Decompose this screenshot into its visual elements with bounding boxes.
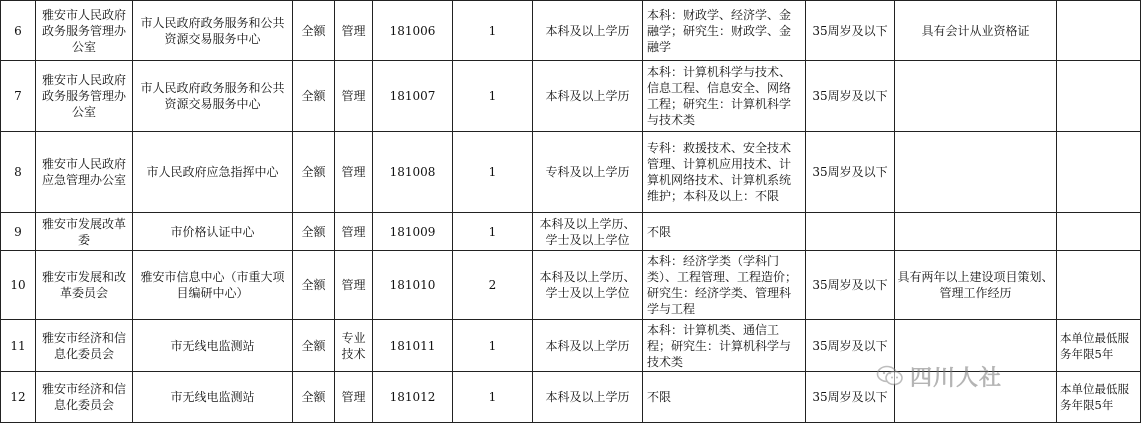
cell-major: 本科：计算机科学与技术、信息工程、信息安全、网络工程；研究生：计算机科学与技术类 bbox=[643, 61, 806, 132]
cell-post: 专业技术 bbox=[335, 320, 373, 372]
cell-unit: 市人民政府政务服务和公共资源交易服务中心 bbox=[133, 1, 293, 61]
cell-code: 181006 bbox=[373, 1, 453, 61]
cell-req bbox=[895, 132, 1057, 213]
cell-post: 管理 bbox=[335, 213, 373, 251]
cell-req bbox=[895, 213, 1057, 251]
cell-code: 181010 bbox=[373, 251, 453, 320]
table-row bbox=[1, 1, 1141, 61]
cell-num: 1 bbox=[453, 372, 533, 423]
cell-code: 181009 bbox=[373, 213, 453, 251]
cell-note bbox=[1057, 61, 1141, 132]
cell-note bbox=[1057, 132, 1141, 213]
cell-dept: 雅安市人民政府应急管理办公室 bbox=[36, 132, 133, 213]
cell-edu: 本科及以上学历 bbox=[533, 61, 643, 132]
cell-age: 35周岁及以下 bbox=[806, 372, 895, 423]
cell-major: 本科：财政学、经济学、金融学；研究生：财政学、金融学 bbox=[643, 1, 806, 61]
cell-edu: 本科及以上学历 bbox=[533, 372, 643, 423]
cell-type: 全额 bbox=[293, 320, 335, 372]
cell-type: 全额 bbox=[293, 213, 335, 251]
cell-age bbox=[806, 213, 895, 251]
cell-major: 本科：经济学类（学科门类）、工程管理、工程造价；研究生：经济学类、管理科学与工程 bbox=[643, 251, 806, 320]
cell-dept: 雅安市发展和改革委员会 bbox=[36, 251, 133, 320]
cell-type: 全额 bbox=[293, 61, 335, 132]
cell-req bbox=[895, 61, 1057, 132]
cell-post: 管理 bbox=[335, 1, 373, 61]
cell-major: 本科：计算机类、通信工程；研究生：计算机科学与技术类 bbox=[643, 320, 806, 372]
cell-post: 管理 bbox=[335, 372, 373, 423]
cell-dept: 雅安市经济和信息化委员会 bbox=[36, 372, 133, 423]
cell-edu: 本科及以上学历 bbox=[533, 1, 643, 61]
cell-dept: 雅安市人民政府政务服务管理办公室 bbox=[36, 1, 133, 61]
table-row bbox=[1, 251, 1141, 320]
cell-major: 不限 bbox=[643, 372, 806, 423]
cell-req: 具有会计从业资格证 bbox=[895, 1, 1057, 61]
cell-note bbox=[1057, 1, 1141, 61]
cell-num: 2 bbox=[453, 251, 533, 320]
cell-no: 6 bbox=[1, 1, 36, 61]
cell-dept: 雅安市人民政府政务服务管理办公室 bbox=[36, 61, 133, 132]
cell-num: 1 bbox=[453, 132, 533, 213]
cell-dept: 雅安市经济和信息化委员会 bbox=[36, 320, 133, 372]
cell-major: 不限 bbox=[643, 213, 806, 251]
cell-no: 7 bbox=[1, 61, 36, 132]
cell-type: 全额 bbox=[293, 1, 335, 61]
wechat-icon bbox=[876, 365, 904, 387]
cell-major: 专科：救援技术、安全技术管理、计算机应用技术、计算机网络技术、计算机系统维护；本科及以上：不限 bbox=[643, 132, 806, 213]
watermark-text: 四川人社 bbox=[910, 365, 1003, 391]
cell-age: 35周岁及以下 bbox=[806, 320, 895, 372]
cell-code: 181012 bbox=[373, 372, 453, 423]
cell-type: 全额 bbox=[293, 251, 335, 320]
table-row bbox=[1, 213, 1141, 251]
cell-note: 本单位最低服务年限5年 bbox=[1057, 372, 1141, 423]
cell-num: 1 bbox=[453, 1, 533, 61]
cell-age: 35周岁及以下 bbox=[806, 61, 895, 132]
cell-unit: 雅安市信息中心（市重大项目编研中心） bbox=[133, 251, 293, 320]
cell-note bbox=[1057, 251, 1141, 320]
cell-edu: 本科及以上学历 bbox=[533, 320, 643, 372]
cell-no: 12 bbox=[1, 372, 36, 423]
cell-code: 181007 bbox=[373, 61, 453, 132]
cell-no: 8 bbox=[1, 132, 36, 213]
watermark bbox=[876, 360, 1066, 392]
table-row bbox=[1, 61, 1141, 132]
cell-unit: 市价格认证中心 bbox=[133, 213, 293, 251]
cell-note bbox=[1057, 213, 1141, 251]
cell-num: 1 bbox=[453, 320, 533, 372]
cell-edu: 本科及以上学历、学士及以上学位 bbox=[533, 213, 643, 251]
cell-age: 35周岁及以下 bbox=[806, 251, 895, 320]
cell-edu: 专科及以上学历 bbox=[533, 132, 643, 213]
cell-num: 1 bbox=[453, 213, 533, 251]
cell-unit: 市无线电监测站 bbox=[133, 372, 293, 423]
cell-no: 10 bbox=[1, 251, 36, 320]
cell-type: 全额 bbox=[293, 132, 335, 213]
cell-code: 181008 bbox=[373, 132, 453, 213]
cell-dept: 雅安市发展改革委 bbox=[36, 213, 133, 251]
cell-age: 35周岁及以下 bbox=[806, 132, 895, 213]
cell-unit: 市人民政府应急指挥中心 bbox=[133, 132, 293, 213]
cell-post: 管理 bbox=[335, 132, 373, 213]
cell-num: 1 bbox=[453, 61, 533, 132]
cell-req: 具有两年以上建设项目策划、管理工作经历 bbox=[895, 251, 1057, 320]
cell-edu: 本科及以上学历、学士及以上学位 bbox=[533, 251, 643, 320]
cell-unit: 市无线电监测站 bbox=[133, 320, 293, 372]
cell-unit: 市人民政府政务服务和公共资源交易服务中心 bbox=[133, 61, 293, 132]
cell-post: 管理 bbox=[335, 251, 373, 320]
cell-post: 管理 bbox=[335, 61, 373, 132]
cell-type: 全额 bbox=[293, 372, 335, 423]
table-row bbox=[1, 132, 1141, 213]
cell-code: 181011 bbox=[373, 320, 453, 372]
cell-note: 本单位最低服务年限5年 bbox=[1057, 320, 1141, 372]
cell-no: 9 bbox=[1, 213, 36, 251]
cell-age: 35周岁及以下 bbox=[806, 1, 895, 61]
cell-no: 11 bbox=[1, 320, 36, 372]
